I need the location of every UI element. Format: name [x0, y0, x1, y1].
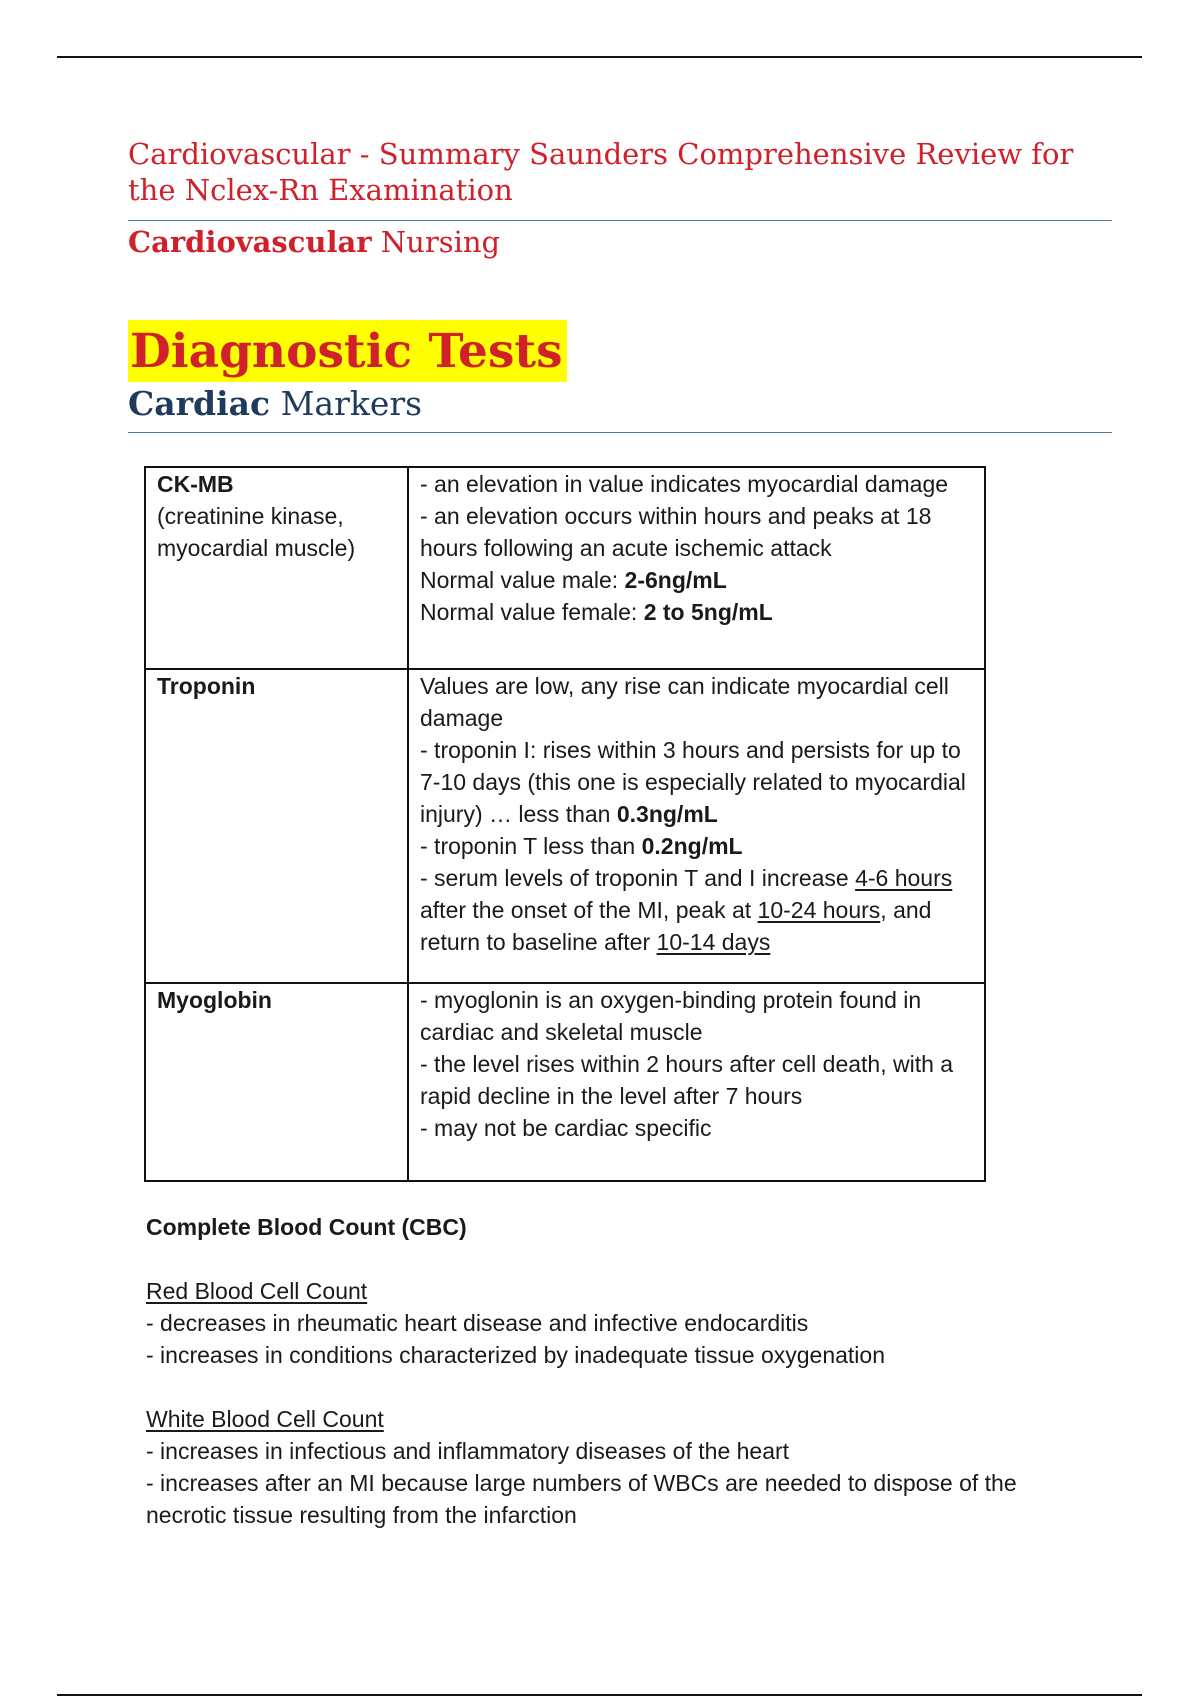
list-item: - increases in infectious and inflammatory diseases of the heart — [146, 1438, 790, 1464]
normal-value: 2-6ng/mL — [624, 567, 727, 593]
subsection-divider — [128, 432, 1112, 433]
list-item: - increases after an MI because large numbers of WBCs are needed to dispose of the necrotic tissue resulting from the infarction — [146, 1470, 1017, 1528]
normal-value-male — [420, 564, 980, 596]
document-subtitle — [128, 222, 500, 262]
normal-value-label: Normal value female: — [420, 599, 644, 625]
description-line: - may not be cardiac specific — [420, 1115, 712, 1141]
description-line — [420, 734, 980, 830]
table-row — [145, 467, 985, 669]
subtitle-rest-text: Nursing — [371, 225, 501, 259]
marker-name: Troponin — [157, 673, 256, 699]
normal-value: 2 to 5ng/mL — [643, 599, 773, 625]
cbc-heading: Complete Blood Count (CBC) — [146, 1214, 467, 1240]
description-text: - troponin T less than — [420, 833, 642, 859]
description-text: - serum levels of troponin T and I increase — [420, 865, 856, 891]
wbc-group — [146, 1403, 1096, 1531]
description-line: - an elevation occurs within hours and peaks at 18 hours following an acute ischemic attack — [420, 503, 932, 561]
rbc-title: Red Blood Cell Count — [146, 1278, 368, 1304]
wbc-title: White Blood Cell Count — [146, 1406, 384, 1432]
subsection-heading — [128, 383, 422, 425]
marker-description-cell — [408, 669, 985, 983]
reference-value: 0.3ng/mL — [616, 801, 718, 827]
description-text: , and return to baseline after — [420, 897, 932, 955]
cardiac-markers-table — [144, 466, 986, 1182]
cbc-section — [146, 1211, 1096, 1563]
normal-value-female — [420, 596, 980, 628]
marker-name-detail: (creatinine kinase, myocardial muscle) — [157, 503, 356, 561]
reference-value: 0.2ng/mL — [641, 833, 743, 859]
description-line: - myoglonin is an oxygen-binding protein found in cardiac and skeletal muscle — [420, 987, 922, 1045]
description-line — [420, 830, 980, 862]
list-item: - increases in conditions characterized by inadequate tissue oxygenation — [146, 1342, 885, 1368]
marker-name: CK-MB — [157, 471, 234, 497]
table-row — [145, 983, 985, 1181]
subsection-rest-text: Markers — [270, 384, 423, 423]
marker-name-cell — [145, 983, 408, 1181]
page-top-rule — [57, 56, 1142, 58]
marker-name: Myoglobin — [157, 987, 272, 1013]
description-text: - troponin I: rises within 3 hours and persists for up to 7-10 days (this one is especially related to myocardial injury) … less than — [420, 737, 966, 827]
marker-description-cell — [408, 467, 985, 669]
normal-value-label: Normal value male: — [420, 567, 625, 593]
section-heading: Diagnostic Tests — [128, 320, 567, 382]
title-divider — [128, 220, 1112, 221]
marker-name-cell — [145, 467, 408, 669]
list-item: - decreases in rheumatic heart disease and infective endocarditis — [146, 1310, 809, 1336]
page-bottom-rule — [57, 1694, 1142, 1696]
time-value: 10-24 hours — [757, 897, 881, 923]
document-title: Cardiovascular - Summary Saunders Comprehensive Review for the Nclex-Rn Examination — [128, 137, 1074, 207]
marker-name-cell — [145, 669, 408, 983]
description-line: - the level rises within 2 hours after cell death, with a rapid decline in the level after 7 hours — [420, 1051, 954, 1109]
description-text: after the onset of the MI, peak at — [420, 897, 758, 923]
marker-description-cell — [408, 983, 985, 1181]
time-value: 4-6 hours — [855, 865, 953, 891]
description-line: - an elevation in value indicates myocardial damage — [420, 471, 949, 497]
subtitle-bold-text: Cardiovascular — [128, 225, 372, 259]
time-value: 10-14 days — [656, 929, 771, 955]
description-line: Values are low, any rise can indicate myocardial cell damage — [420, 673, 949, 731]
description-line — [420, 862, 980, 958]
table-row — [145, 669, 985, 983]
rbc-group — [146, 1275, 1096, 1371]
subsection-bold-text: Cardiac — [128, 384, 271, 423]
